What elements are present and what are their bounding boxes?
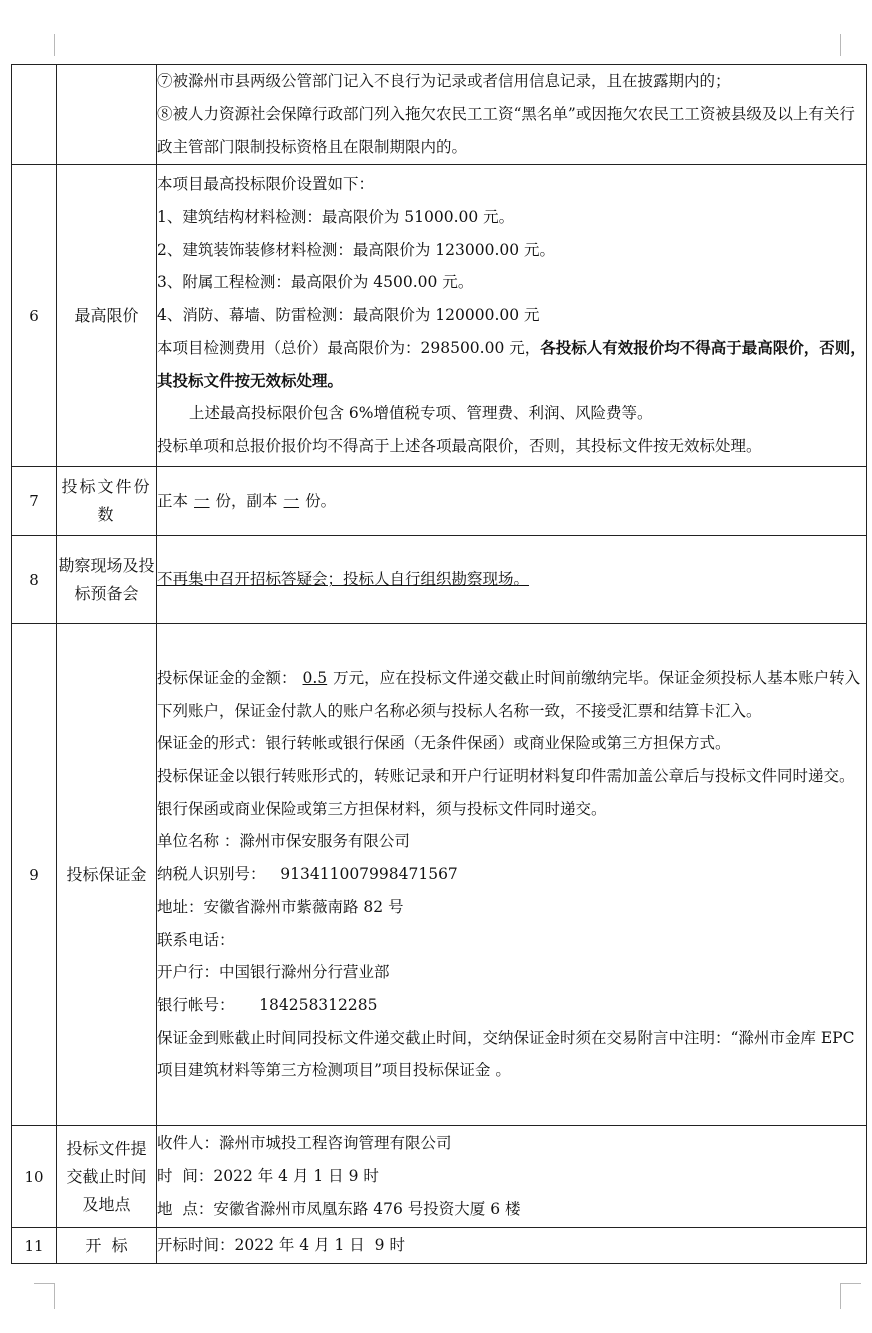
bond-amount-paragraph: 投标保证金的金额： 0.5 万元，应在投标文件递交截止时间前缴纳完毕。保证金须投标人基本账户转入下列账户，保证金付款人的账户名称必须与投标人名称一致，不接受汇票和结算卡汇入。 xyxy=(157,668,861,720)
content-line: 银行保函或商业保险或第三方担保材料，须与投标文件同时递交。 xyxy=(157,799,607,818)
crop-mark-bottom-left-v xyxy=(54,1283,55,1309)
row-number: 6 xyxy=(12,165,57,467)
address: 地址：安徽省滁州市紫薇南路 82 号 xyxy=(157,897,404,916)
taxpayer-id: 纳税人识别号： 913411007998471567 xyxy=(157,865,458,884)
content-line: 保证金的形式：银行转帐或银行保函（无条件保函）或商业保险或第三方担保方式。 xyxy=(157,734,731,753)
row-label: 开 标 xyxy=(57,1228,157,1264)
row-content xyxy=(157,536,867,624)
row-content xyxy=(157,467,867,536)
row-label: 最高限价 xyxy=(57,165,157,467)
row-number xyxy=(12,65,57,165)
content-line: 2、建筑装饰装修材料检测：最高限价为 123000.00 元。 xyxy=(157,240,556,259)
row-number: 10 xyxy=(12,1126,57,1228)
row-label: 勘察现场及投标预备会 xyxy=(57,536,157,624)
crop-mark-bottom-right-h xyxy=(841,1283,861,1284)
content-line: 本项目最高投标限价设置如下： xyxy=(157,175,375,194)
original-count: 一 xyxy=(194,491,210,510)
crop-mark-top-right-v xyxy=(840,34,841,56)
total-price-text: 本项目检测费用（总价）最高限价为：298500.00 元， xyxy=(157,338,541,357)
content-line: 保证金到账截止时间同投标文件递交截止时间，交纳保证金时须在交易附言中注明：“滁州市金库 EPC 项目建筑材料等第三方检测项目”项目投标保证金 。 xyxy=(157,1028,855,1080)
content-line: 不再集中召开招标答疑会；投标人自行组织勘察现场。 xyxy=(157,570,530,589)
content-line: 3、附属工程检测：最高限价为 4500.00 元。 xyxy=(157,273,474,292)
crop-mark-bottom-left-h xyxy=(34,1283,54,1284)
row-label: 投标保证金 xyxy=(57,624,157,1126)
tender-info-table xyxy=(11,64,867,1264)
submission-time: 时 间：2022 年 4 月 1 日 9 时 xyxy=(157,1167,379,1186)
row-number: 8 xyxy=(12,536,57,624)
content-line: 投标单项和总报价报价均不得高于上述各项最高限价，否则，其投标文件按无效标处理。 xyxy=(157,436,762,455)
table-row-max-price xyxy=(12,165,867,467)
row-content xyxy=(157,1126,867,1228)
copy-count: 一 xyxy=(283,491,300,510)
table-row-copies xyxy=(12,467,867,536)
invalid-bid-warning: 各投标人有效报价均不得高于最高限价，否则，其投标文件按无效标处理。 xyxy=(157,337,866,390)
table-row-bid-bond xyxy=(12,624,867,1126)
row-number: 7 xyxy=(12,467,57,536)
row-content xyxy=(157,1228,867,1264)
bank-name: 开户行：中国银行滁州分行营业部 xyxy=(157,963,390,982)
row-number: 9 xyxy=(12,624,57,1126)
row-content xyxy=(157,624,867,1126)
table-row-submission xyxy=(12,1126,867,1228)
total-price-paragraph xyxy=(157,332,866,397)
row-content xyxy=(157,165,867,467)
row-content xyxy=(157,65,867,165)
content-line: 4、消防、幕墙、防雷检测：最高限价为 120000.00 元 xyxy=(157,306,540,325)
opening-time: 开标时间：2022 年 4 月 1 日 9 时 xyxy=(157,1236,405,1255)
contact-phone: 联系电话： xyxy=(157,930,235,949)
table-row-disqualification xyxy=(12,65,867,165)
table-row-bid-opening xyxy=(12,1228,867,1264)
table-row-site-visit xyxy=(12,536,867,624)
bond-amount: 0.5 xyxy=(302,668,328,687)
submission-place: 地 点：安徽省滁州市凤凰东路 476 号投资大厦 6 楼 xyxy=(157,1199,521,1218)
content-line: ⑦被滁州市县两级公管部门记入不良行为记录或者信用信息记录，且在披露期内的； xyxy=(157,72,731,91)
copies-line: 正本 一 份，副本 一 份。 xyxy=(157,491,337,510)
crop-mark-top-left-v xyxy=(54,34,55,56)
row-number: 11 xyxy=(12,1228,57,1264)
content-line: 1、建筑结构材料检测：最高限价为 51000.00 元。 xyxy=(157,208,515,227)
content-line: ⑧被人力资源社会保障行政部门列入拖欠农民工工资“黑名单”或因拖欠农民工工资被县级及以上有关行政主管部门限制投标资格且在限制期限内的。 xyxy=(157,105,855,156)
row-label: 投标文件提交截止时间及地点 xyxy=(57,1126,157,1228)
crop-mark-bottom-right-v xyxy=(840,1283,841,1309)
recipient: 收件人：滁州市城投工程咨询管理有限公司 xyxy=(157,1134,452,1153)
account-name: 单位名称 ：滁州市保安服务有限公司 xyxy=(157,832,410,851)
row-label xyxy=(57,65,157,165)
bank-account: 银行帐号： 184258312285 xyxy=(157,995,378,1014)
row-label: 投标文件份数 xyxy=(57,467,157,536)
content-line: 上述最高投标限价包含 6%增值税专项、管理费、利润、风险费等。 xyxy=(189,404,653,423)
content-line: 投标保证金以银行转账形式的，转账记录和开户行证明材料复印件需加盖公章后与投标文件同时递交。 xyxy=(157,767,855,786)
